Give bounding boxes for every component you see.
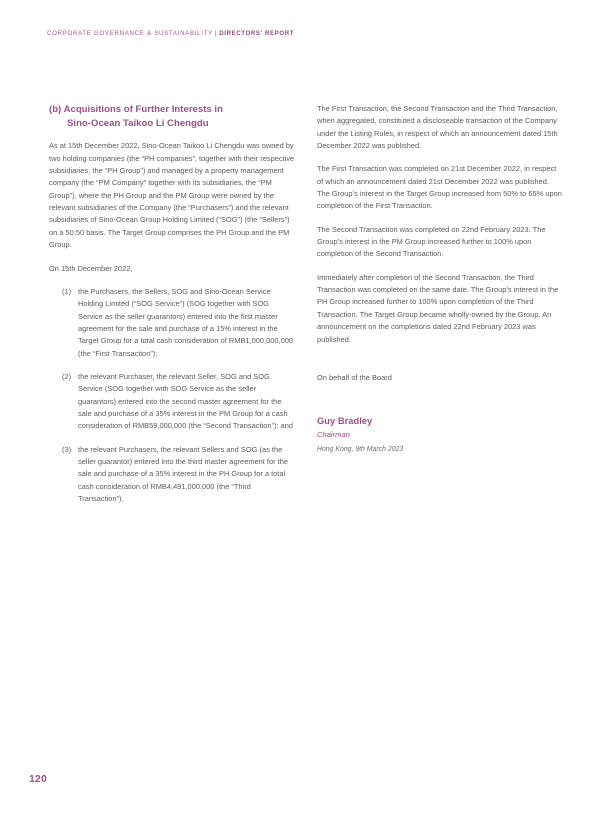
paragraph-second-transaction: The Second Transaction was completed on 22nd February 2023. The Group’s interest in the PM Group increased further to 100% upon completion of the Second Transaction.: [317, 224, 546, 259]
signoff-line: On behalf of the Board: [317, 372, 392, 382]
paragraph-aggregate-transaction: The First Transaction, the Second Transaction and the Third Transaction, when aggregated, constituted a discloseable transaction of the Company under the Listing Rules, in respect of which an announcement dated 15th December 2022 was published.: [317, 104, 558, 151]
list-item-marker: (2): [62, 371, 72, 381]
list-item-text: the Purchasers, the Sellers, SOG and Sino-Ocean Service Holding Limited (“SOG Service”) (SOG together with SOG Service as the seller guarantors) entered into the first master agreement for the sale and purchase of a 15% interest in the Target Group for a total cash consideration of RMB1,000,000,000 (the “First Transaction”);: [78, 286, 293, 358]
list-item: [49, 444, 295, 506]
running-header-separator: |: [214, 30, 218, 37]
section-title-line-2: Sino-Ocean Taikoo Li Chengdu: [67, 118, 209, 130]
signatory-title: Chairman: [317, 429, 350, 439]
section-title-line-1: Acquisitions of Further Interests in: [63, 104, 223, 115]
page-number: 120: [29, 774, 47, 785]
right-column: [317, 103, 563, 455]
list-item: [49, 286, 295, 360]
running-header: [47, 31, 294, 37]
list-lead-in: On 15th December 2022,: [49, 263, 133, 273]
left-column: [49, 103, 295, 505]
section-heading: [49, 103, 295, 131]
running-header-report: DIRECTORS' REPORT: [219, 30, 295, 37]
list-item-text: the relevant Purchasers, the relevant Sellers and SOG (as the seller guarantor) entered into the third master agreement for the sale and purchase of a 35% interest in the PH Group for a total cash consideration of RMB4,491,000,000 (the “Third Transaction”).: [78, 444, 289, 503]
list-item-text: the relevant Purchaser, the relevant Seller, SOG and SOG Service (SOG together with SOG Service as the seller guarantors) entered into the second master agreement for the sale and purchase of a 35% interest in the PM Group for a cash consideration of RMB59,000,000 (the “Second Transaction”); and: [78, 371, 293, 431]
list-item-marker: (3): [62, 444, 72, 454]
signature-block: [317, 415, 563, 455]
transactions-list: [49, 286, 295, 506]
paragraph-first-transaction: The First Transaction was completed on 21st December 2022, in respect of which an announcement dated 21st December 2022 was published. The Group’s interest in the Target Group increased from 50% to 65% upon completion of the First Transaction.: [317, 164, 562, 211]
list-item-marker: (1): [62, 286, 72, 296]
section-marker: (b): [49, 104, 62, 115]
paragraph-third-transaction: Immediately after completion of the Second Transaction, the Third Transaction was completed on the same date. The Group’s interest in the PH Group increased further to 100% upon completion of the Third Transaction. The Target Group became wholly-owned by the Group. An announcement on the completions dated 22nd February 2023 was published.: [317, 272, 559, 344]
list-item: [49, 371, 295, 433]
signature-place-and-date: Hong Kong, 9th March 2023: [317, 446, 404, 454]
intro-paragraph: As at 15th December 2022, Sino-Ocean Taikoo Li Chengdu was owned by two holding companies (the “PH companies”, together with their respective subsidiaries, the “PH Group”) and managed by a property management company (the “PM Company” together with its subsidiaries, the “PM Group”), where the PH Group and the PM Group were owned by the relevant subsidiaries of the Company (the “Purchasers”) and the relevant subsidiaries of Sino-Ocean Group Holding Limited (“SOG”) (the “Sellers”) on a 50:50 basis. The Target Group comprises the PH Group and the PM Group.: [49, 141, 295, 250]
running-header-section: CORPORATE GOVERNANCE & SUSTAINABILITY: [47, 30, 213, 37]
signatory-name: Guy Bradley: [317, 415, 373, 427]
